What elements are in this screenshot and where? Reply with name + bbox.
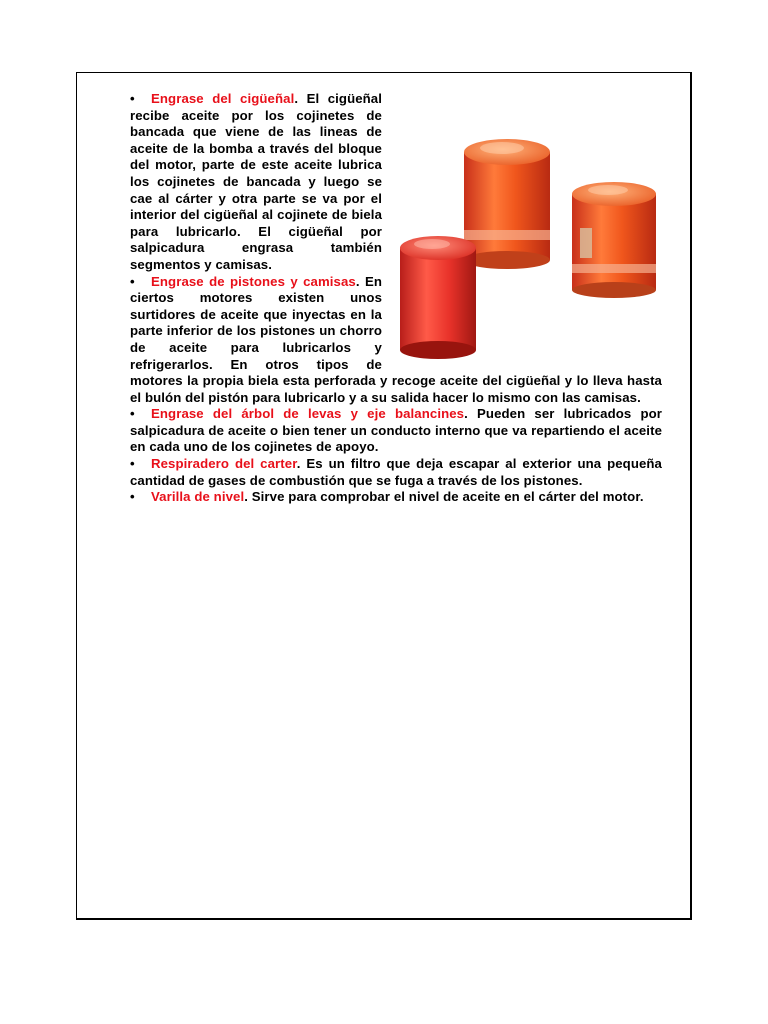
item-text: . Pueden ser lubricados por salpicadura de aceite o bien tener un conducto interno que va repartiendo el aceite en cada uno de los cojinetes de apoyo. [130,406,662,455]
filter-red [400,236,476,359]
item-text [130,91,382,272]
bullet: • [130,406,135,422]
term-heading: Engrase del cigüeñal [151,91,295,106]
term-heading: Engrase de pistones y camisas [151,273,356,289]
list-item [130,489,662,506]
item-text: . En ciertos motores existen unos surtidores de aceite que inyectas en la parte inferior de los pistones un chorro de aceite para lubricarlos y refrigerarlos. En otros tipos de motores la propia biela esta perforada y recoge aceite del cigüeñal y lo lleva hasta el bulón del pistón para lubricarlo y a su salida hacer lo mismo con las camisas. [130,273,662,405]
item-text: . Es un filtro que deja escapar al exterior una pequeña cantidad de gases de combustión que se fuga a través de los pistones. [130,456,662,488]
bullet: • [130,273,135,289]
item-text: . Sirve para comprobar el nivel de aceite en el cárter del motor. [244,489,644,505]
filter-small [572,182,656,298]
oil-filters-illustration [396,128,666,368]
term-heading: Respiradero del carter [151,456,297,472]
term-heading: Varilla de nivel [151,489,245,505]
bullet: • [130,489,135,505]
bullet: • [130,91,135,106]
list-item [130,456,662,489]
filter-large [464,139,550,269]
oil-filters-photo [396,128,666,368]
list-item [130,406,662,456]
item-text-part: . El cigüeñal recibe aceite por los cojinetes de bancada que viene de las lineas de aceite de la bomba a través del bloque del motor, parte de este aceite lubrica los cojinetes de bancada y luego se cae al cárter y otra parte se va por el interior del cigüeñal al cojinete de biela para lubricarlo. El cigüeñal por salpicadura engrasa también segmentos y camisas. [130,91,383,272]
bullet: • [130,456,135,472]
term-heading: Engrase del árbol de levas y eje balancines [151,406,465,422]
